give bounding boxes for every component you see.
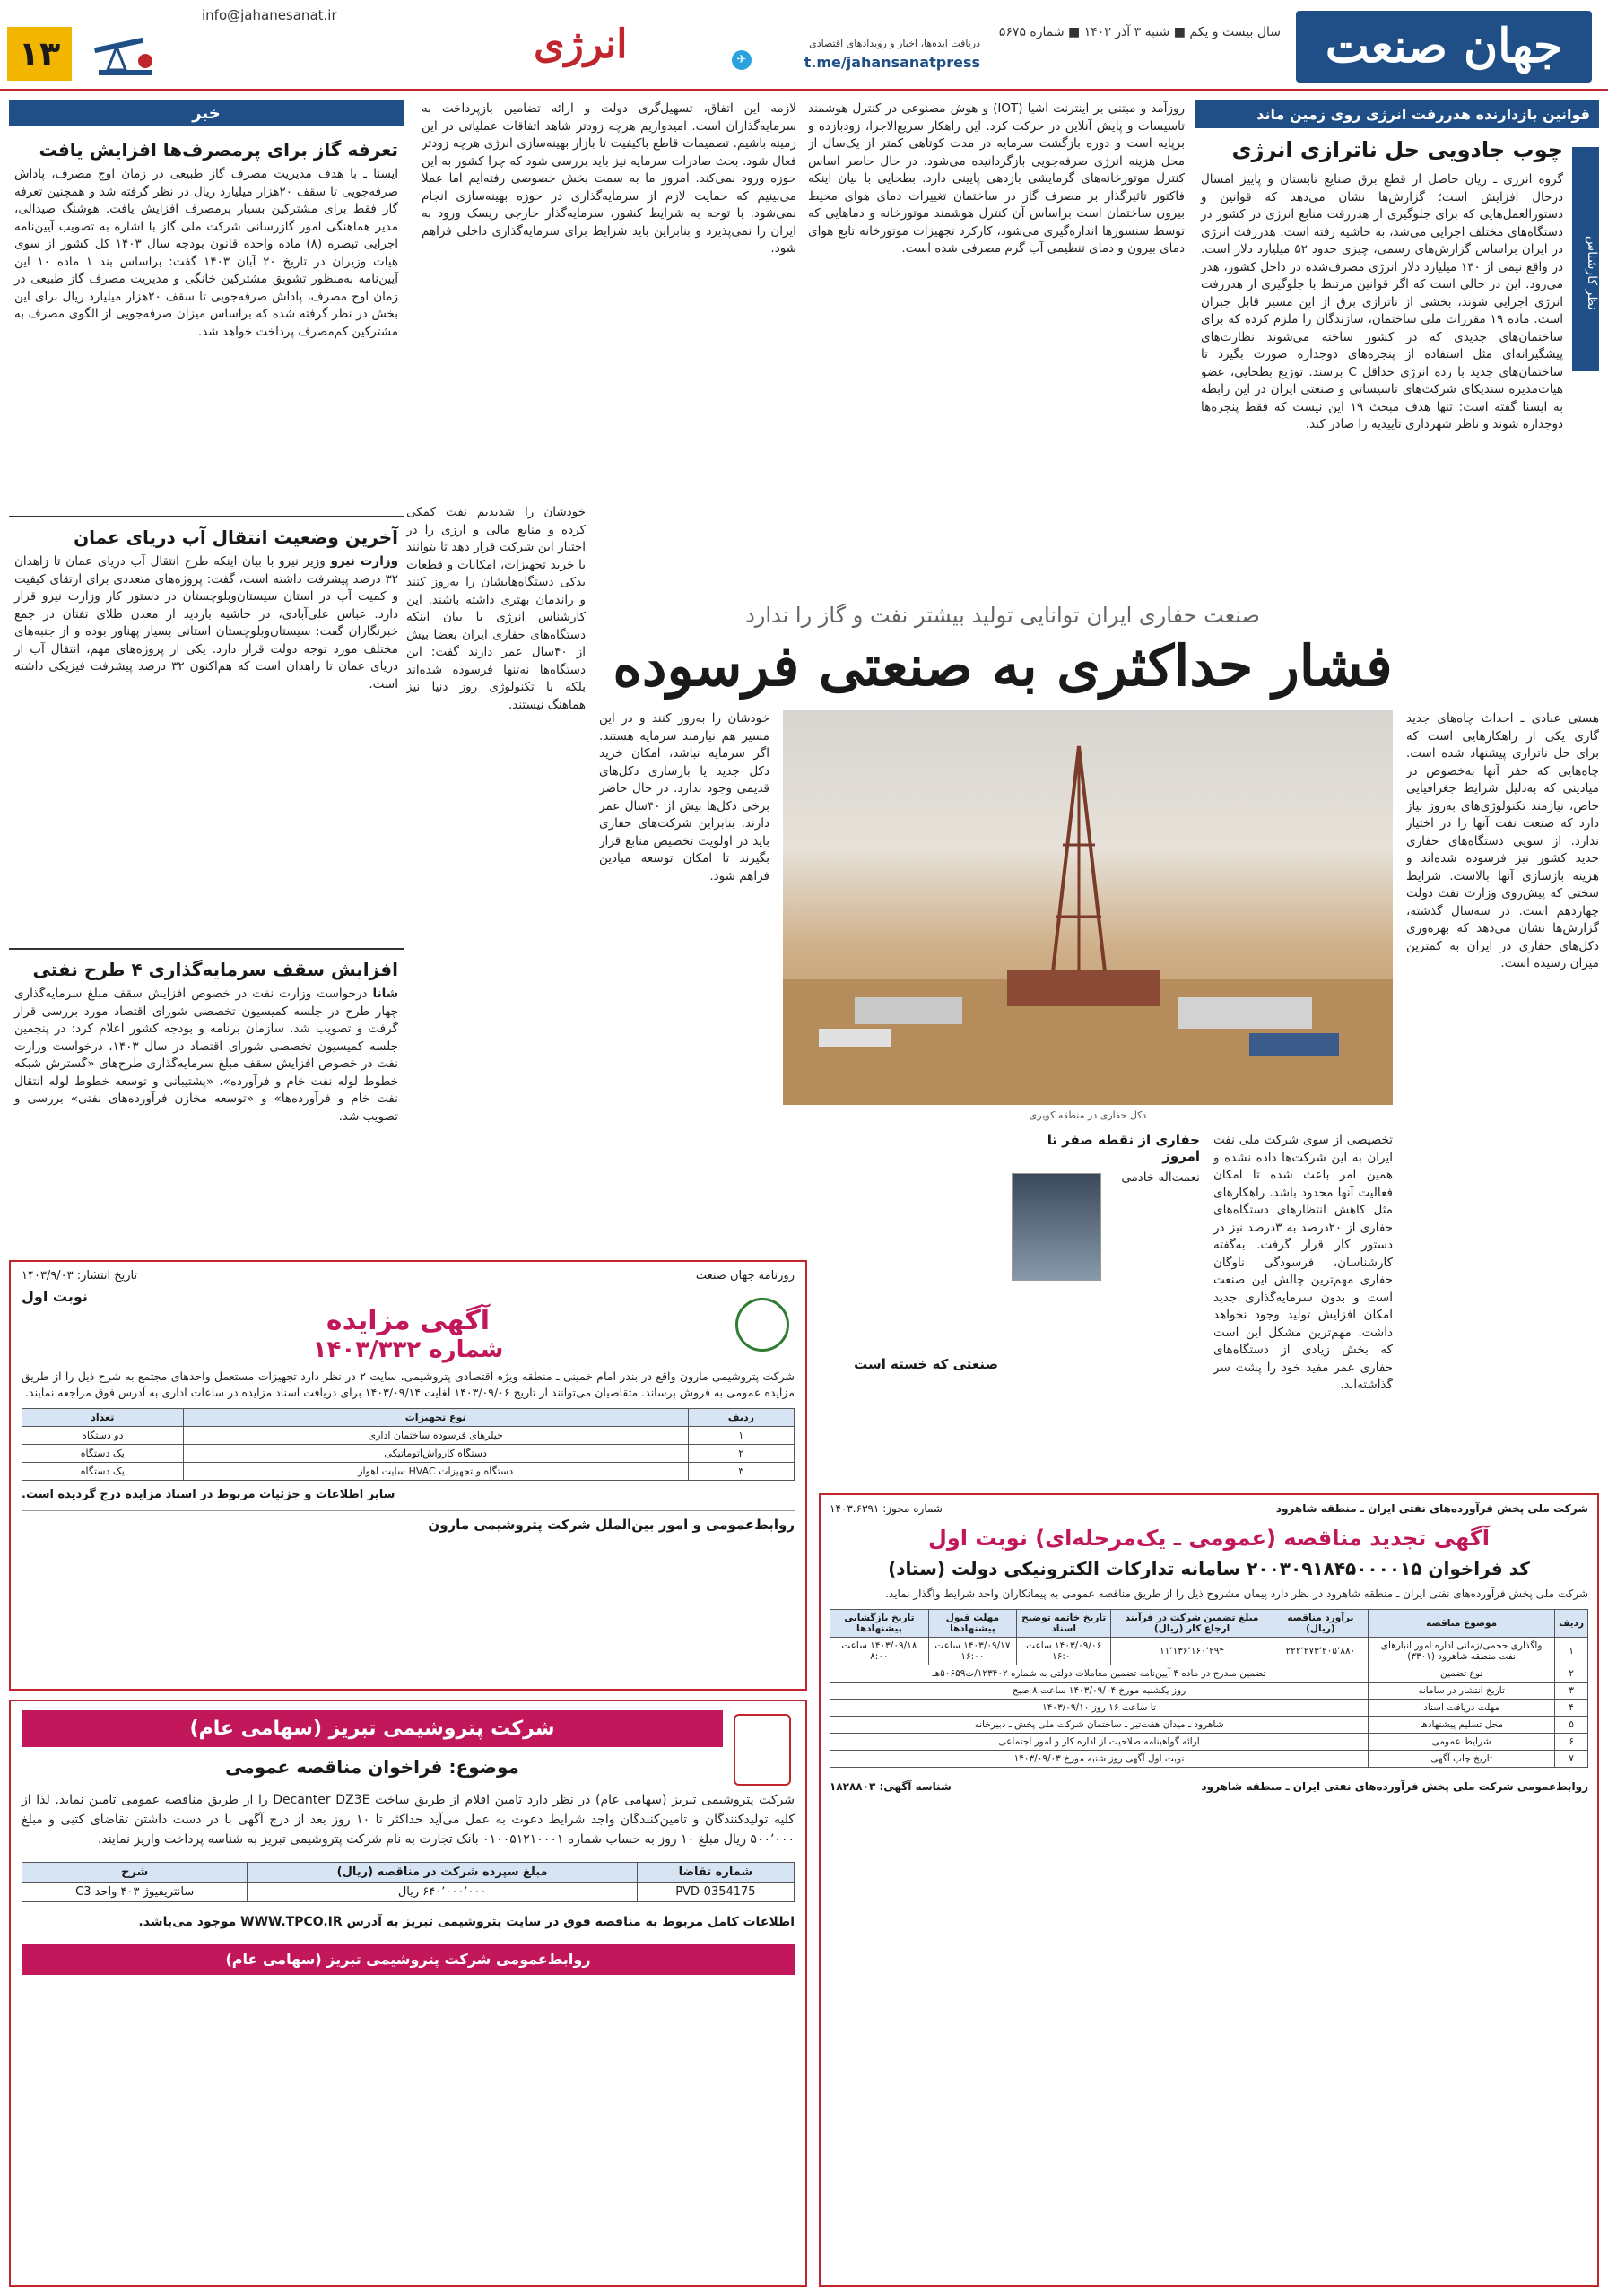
ad-auction (9, 1260, 807, 1691)
table-row (830, 1638, 1588, 1665)
tender-ad-number: شناسه آگهی: ۱۸۲۸۸۰۳ (830, 1780, 952, 1793)
cell: ۶ (1555, 1734, 1588, 1751)
cell: نوبت اول آگهی روز شنبه مورخ ۱۴۰۳/۰۹/۰۳ (830, 1751, 1369, 1768)
table-row (830, 1751, 1588, 1768)
maroun-logo (735, 1298, 789, 1352)
masthead (0, 0, 1608, 91)
tender-th-1: موضوع مناقصه (1369, 1610, 1555, 1638)
cell: ۱۴۰۳/۰۹/۱۷ ساعت ۱۶:۰۰ (928, 1638, 1016, 1665)
tabriz-th-1: مبلغ سپرده شرکت در مناقصه (ریال) (248, 1863, 637, 1883)
cell: PVD-0354175 (637, 1883, 794, 1902)
cell: ۷ (1555, 1751, 1588, 1768)
right-body: گروه انرژی ـ زیان حاصل از قطع برق صنایع تابستان و پاییز امسال درحال افزایش است؛ گزارش‌ها نشان می‌دهد که قوانین و دستورالعمل‌هایی که برای جلوگیری از هدررفت منابع انرژی در کشور در دستگاه‌های مختلف اجرایی می‌شد، به حاشیه رفته است. هدررفت انرژی در ایران براساس گزارش‌های رسمی، چیزی حدود ۵۲ میلیارد دلار است. در واقع نیمی از ۱۴۰ میلیارد دلار انرژی مصرف‌شده در داخل کشور، هدر می‌رود. این در حالی است که اگر قوانین مرتبط با جلوگیری از هدررفت انرژی اجرایی شوند، بخشی از ناترازی برق از این مسیر قابل جبران است. ماده ۱۹ مقررات ملی ساختمان، سازندگان را ملزم کرده که برای ساختمان‌های جدیدی که در کشور ساخته می‌شوند نظارت‌های پیشگیرانه‌ای مثل استفاده از پنجره‌های دوجداره صورت بگیرد تا ساختمان‌های جدید با رده انرژی حداقل C برسند. توزیع بطحایی، عضو هیات‌مدیره سندیکای شرکت‌های تاسیساتی و صنعتی ایران در این رابطه به ایسنا گفته است: تنها هدف مبحث ۱۹ این نیست که فقط پنجره‌ها دوجداره شوند و ناظر شهرداری تاییدیه را صادر کند. (1201, 172, 1564, 431)
cell: ۱۴۰۳/۰۹/۰۶ ساعت ۱۶:۰۰ (1017, 1638, 1111, 1665)
table-row (830, 1700, 1588, 1717)
cell: تاریخ انتشار در سامانه (1369, 1683, 1555, 1700)
cell: ۱ (688, 1427, 794, 1445)
cell: یک دستگاه (22, 1463, 184, 1481)
cell: ۴ (1555, 1700, 1588, 1717)
newspaper-logo: جهان صنعت (1296, 11, 1592, 83)
feature-photo (783, 710, 1393, 1105)
tender-org: شرکت ملی پخش فرآورده‌های نفتی ایران ـ منطقه شاهرود (1275, 1502, 1588, 1515)
cell: ارائه گواهینامه صلاحیت از اداره کار و امور اجتماعی (830, 1734, 1369, 1751)
tender-th-4: تاریخ خاتمه توضیح اسناد (1017, 1610, 1111, 1638)
news1-body: ایسنا ـ با هدف مدیریت مصرف گاز طبیعی در زمان اوج مصرف، پاداش صرفه‌جویی تا سقف ۲۰هزار میلیارد ریال در نظر گرفته شد و همچنین تعرفه گاز فقط برای مشترکین بسیار پرمصرف افزایش یافت. هوشنگ صیدالی، مدیر هماهنگی امور گازرسانی شرکت ملی گاز با اشاره به تصویب آیین‌نامه اجرایی تبصره (۸) ماده واحده قانون بودجه سال ۱۴۰۳ کل کشور از سوی هیات وزیران در تاریخ ۲۰ آبان ۱۴۰۳ گفت: براساس بند ۱ ماده ۱۰ این آیین‌نامه به‌منظور تشویق مشترکین خانگی و مدیریت مصرف گاز طبیعی در زمان اوج مصرف، پاداش صرفه‌جویی تا سقف ۲۰هزار میلیارد ریال برای این بخش در نظر گرفته شده که براساس میزان صرفه‌جویی از الگوی مصرف به مشترکین کم‌مصرف پرداخت خواهد شد. (14, 167, 399, 339)
right-column (1195, 100, 1599, 674)
cell: ۳ (688, 1463, 794, 1481)
auction-number: شماره ۱۴۰۳/۳۳۲ (312, 1336, 504, 1363)
tabriz-body: شرکت پتروشیمی تبریز (سهامی عام) در نظر دارد تامین اقلام از طریق ساخت Decanter DZ3E را از طریق مناقصه عمومی تامین نماید. لذا از کلیه تولیدکنندگان و تامین‌کنندگان واجد شرایط دعوت به عمل می‌آید حداکثر تا ۱۰ روز بعد از درج آگهی با در دست داشتن تقاضای کتبی و مبلغ ۵۰۰٬۰۰۰ ریال مبلغ ۱۰ روز به حساب شماره ۰۱۰۰۵۱۲۱۰۰۰۱ بانک تجارت به نام شرکت پتروشیمی تبریز به شناسه پرداخت واریز نمایند. (22, 1793, 795, 1847)
news2-text: وزیر نیرو با بیان اینکه طرح انتقال آب دریای عمان تا زاهدان ۳۲ درصد پیشرفت داشته است، گفت: پروژه‌های متعددی برای ارتقای کیفیت و کمیت آب در استان سیستان‌وبلوچستان در دستور کار وزارت نیرو قرار دارد. عباس علی‌آبادی، در حاشیه بازدید از معدن طلای تفتان در جمع خبرنگاران گفت: سیستان‌وبلوچستان استانی بسیار پهناور بوده و از جنبه‌های مختلف مورد توجه دولت قرار دارد. یکی از پروژه‌های مهم، انتقال آب از دریای عمان تا زاهدان است که هم‌اکنون ۳۲ درصد پیشرفت فیزیکی داشته است. (14, 554, 398, 691)
table-row (830, 1665, 1588, 1683)
tender-call: کد فراخوان ۲۰۰۳۰۹۱۸۴۵۰۰۰۰۱۵ سامانه تدارکات الکترونیکی دولت (ستاد) (888, 1558, 1530, 1579)
feature-title: فشار حداکثری به صنعتی فرسوده (613, 633, 1393, 699)
tender-th-0: ردیف (1555, 1610, 1588, 1638)
tabriz-th-0: شماره تقاضا (637, 1863, 794, 1883)
tabriz-website: اطلاعات کامل مربوط به مناقصه فوق در سایت پتروشیمی تبریز به آدرس WWW.TPCO.IR موجود می‌باشد. (138, 1915, 795, 1929)
cell: تاریخ چاپ آگهی (1369, 1751, 1555, 1768)
news3-title: افزایش سقف سرمایه‌گذاری ۴ طرح نفتی (32, 959, 398, 980)
table-row (830, 1734, 1588, 1751)
cell: ۵ (1555, 1717, 1588, 1734)
news-label: خبر (9, 100, 404, 126)
email[interactable]: info@jahanesanat.ir (202, 7, 337, 23)
interviewee-photo (1012, 1173, 1101, 1281)
cell: یک دستگاه (22, 1445, 184, 1463)
auction-title: آگهی مزایده (326, 1305, 491, 1336)
feature-article (406, 505, 1599, 1293)
tabriz-logo (734, 1714, 791, 1786)
auction-round: نوبت اول (22, 1288, 88, 1305)
table-row (830, 1683, 1588, 1700)
table-row (22, 1445, 795, 1463)
auction-date: تاریخ انتشار: ۱۴۰۳/۹/۰۳ (22, 1269, 138, 1283)
cell: سانتریفیوژ ۴۰۳ واحد C3 (22, 1883, 248, 1902)
tender-th-5: مهلت قبول پیشنهادها (928, 1610, 1016, 1638)
auction-th-1: نوع تجهیزات (183, 1409, 688, 1427)
tabriz-th-2: شرح (22, 1863, 248, 1883)
auction-th-0: ردیف (688, 1409, 794, 1427)
tabriz-subtitle: موضوع: فراخوان مناقصه عمومی (225, 1756, 519, 1778)
sub2-heading: صنعتی که خسته است (854, 1356, 998, 1372)
ad-tender (819, 1493, 1599, 2287)
cell: چیلرهای فرسوده ساختمان اداری (183, 1427, 688, 1445)
auction-body: شرکت پتروشیمی مارون واقع در بندر امام خمینی ـ منطقه ویژه اقتصادی پتروشیمی، سایت ۲ در نظر دارد تجهیزات مستعمل واحدهای مجتمع به شرح ذیل را از طریق مزایده عمومی به فروش برساند. متقاضیان می‌توانند از تاریخ ۱۴۰۳/۰۹/۰۶ لغایت ۱۴۰۳/۰۹/۱۴ برای دریافت اسناد مزایده در ساعات اداری به آدرس فوق مراجعه نمایند. (22, 1370, 795, 1399)
cell: ۱۴۰۳/۰۹/۱۸ ساعت ۸:۰۰ (830, 1638, 929, 1665)
news2-lead: وزارت نیرو (330, 554, 398, 569)
cell: تا ساعت ۱۶ روز ۱۴۰۳/۰۹/۱۰ (830, 1700, 1369, 1717)
tender-footer: روابط‌عمومی شرکت ملی پخش فرآورده‌های نفتی ایران ـ منطقه شاهرود (1201, 1780, 1588, 1793)
tender-th-6: تاریخ بازگشایی پیشنهادها (830, 1610, 929, 1638)
ad-tabriz (9, 1700, 807, 2287)
cell: واگذاری حجمی/زمانی اداره امور انبارهای نفت منطقه شاهرود (۳۳۰۱) (1369, 1638, 1555, 1665)
cell: ۱۱٬۱۳۶٬۱۶۰٬۲۹۴ (1111, 1638, 1273, 1665)
news3-body (9, 986, 404, 1126)
feature-col-a: هستی عبادی ـ احداث چاه‌های جدید گازی یکی از راهکارهایی است که برای حل ناترازی پیشنهاد شده است. چاه‌هایی که حفر آنها به‌خصوص در میادینی که به‌دلیل شرایط جغرافیایی خاص، نیازمند تکنولوژی‌های به‌روز نیاز دارد که صنعت نفت آنها را در اختیار ندارد. از سویی دستگاه‌های حفاری جدید کشور نیز فرسوده شده‌اند و هزینه بازسازی آنها بالاست. شرایط سختی که پیش‌روی وزارت نفت دولت چهاردهم است. در سه‌سال گذشته، گزارش‌ها نشان می‌دهد که بهره‌وری دکل‌های حفاری در ایران به کمترین میزان رسیده است. (1406, 711, 1599, 970)
sub2-box (810, 1132, 998, 1491)
cell: ۳ (1555, 1683, 1588, 1700)
tabriz-company: روابط‌عمومی شرکت پتروشیمی تبریز (سهامی عام) (22, 1944, 795, 1975)
interview-box (1012, 1132, 1200, 1491)
section-title: انرژی (534, 22, 628, 67)
news3-lead: شانا (372, 987, 398, 1001)
auction-th-2: تعداد (22, 1409, 184, 1427)
expert-tab: نظر کارشناس (1572, 147, 1599, 371)
cell: ۲۲۲٬۲۷۳٬۲۰۵٬۸۸۰ (1273, 1638, 1368, 1665)
cell: ۶۴۰٬۰۰۰٬۰۰۰ ریال (248, 1883, 637, 1902)
cell: تضمین مندرج در ماده ۴ آیین‌نامه تضمین معاملات دولتی به شماره ۱۲۳۴۰۲/ت۵۰۶۵۹هـ (830, 1665, 1369, 1683)
oil-pump-icon (90, 34, 161, 79)
auction-footer-note: سایر اطلاعات و جزئیات مربوط در اسناد مزایده درج گردیده است. (22, 1488, 395, 1501)
cell: دستگاه و تجهیزات HVAC سایت اهواز (183, 1463, 688, 1481)
right-kicker: قوانین بازدارنده هدررفت انرژی روی زمین ماند (1195, 100, 1599, 128)
auction-company: روابط‌عمومی و امور بین‌الملل شرکت پتروشیمی مارون (22, 1510, 795, 1533)
news1-title: تعرفه گاز برای پرمصرف‌ها افزایش یافت (39, 139, 398, 161)
issue-info: سال بیست و یکم ■ شنبه ۳ آذر ۱۴۰۳ ■ شماره ۵۶۷۵ (998, 25, 1281, 39)
news2-title: آخرین وضعیت انتقال آب دریای عمان (74, 526, 398, 548)
middle-col-1: روزآمد و مبتنی بر اینترنت اشیا (IOT) و هوش مصنوعی در کنترل هوشمند تاسیسات و پایش آنلاین در حرکت کرد. این راهکار سریع‌الاجرا، زودبازده و برپایه است و دوره بازگشت سرمایه در مدت کوتاهی کمتر از یک‌سال از محل هزینه انرژی صرفه‌جویی بازگردانیده می‌شود. در حال حاضر اساس کنترل موتورخانه‌های گرمایشی بازدهی پایینی دارد. بطحایی با بیان اینکه فاکتور تاثیرگذار بر مصرف گاز در ساختمان تغییرات دمای هوای محیط بیرون ساختمان است براساس آن کنترل هوشمند موتورخانه و دماهایی که توسط سنسورها اندازه‌گیری می‌شود، کارکرد تجهیزات موتورخانه تابع هوای دمای بیرون و دمای تنظیمی آب گرم مصرفی شده است. (808, 101, 1185, 256)
feature-photo-caption: دکل حفاری در منطقه کویری (1029, 1109, 1147, 1121)
left-column (9, 100, 404, 1257)
tender-table (830, 1609, 1588, 1768)
auction-header: روزنامه جهان صنعت (695, 1269, 795, 1283)
feature-kicker: صنعت حفاری ایران توانایی تولید بیشتر نفت و گاز را ندارد (745, 603, 1260, 628)
auction-table (22, 1408, 795, 1481)
feature-col-c: خودشان را به‌روز کنند و در این مسیر هم نیازمند سرمایه هستند. اگر سرمایه نباشد، امکان خرید دکل جدید یا بازسازی دکل‌های قدیمی وجود ندارد. در حال حاضر برخی دکل‌ها بیش از ۴۰سال عمر دارند. بنابراین شرکت‌های حفاری باید در اولویت تخصیص منابع قرار بگیرند تا امکان توسعه میادین فراهم شود. (599, 711, 769, 883)
telegram-caption: دریافت ایده‌ها، اخبار و رویدادهای اقتصادی (809, 38, 980, 49)
table-row (22, 1427, 795, 1445)
news2-body (9, 553, 404, 939)
tender-th-3: مبلغ تضمین شرکت در فرآیند ارجاع کار (ریال) (1111, 1610, 1273, 1638)
tender-intro: شرکت ملی پخش فرآورده‌های نفتی ایران ـ منطقه شاهرود در نظر دارد پیمان مشروح ذیل را از طریق مناقصه عمومی به پیمانکاران واجد شرایط واگذار نماید. (885, 1587, 1588, 1600)
cell: ۱ (1555, 1638, 1588, 1665)
cell: روز یکشنبه مورخ ۱۴۰۳/۰۹/۰۴ ساعت ۸ صبح (830, 1683, 1369, 1700)
cell: نوع تضمین (1369, 1665, 1555, 1683)
table-row (830, 1717, 1588, 1734)
cell: شرایط عمومی (1369, 1734, 1555, 1751)
telegram-link[interactable]: t.me/jahansanatpress (804, 54, 980, 71)
cell: شاهرود ـ میدان هفت‌تیر ـ ساختمان شرکت ملی پخش ـ دبیرخانه (830, 1717, 1369, 1734)
tender-title: آگهی تجدید مناقصه (عمومی ـ یک‌مرحله‌ای) نوبت اول (928, 1526, 1490, 1551)
page-number: ۱۳ (7, 27, 72, 81)
middle-col-2: لازمه این اتفاق، تسهیل‌گری دولت و ارائه تضامین بازپرداخت به سرمایه‌گذاران است. امیدواریم هرچه زودتر شاهد اتفاقات عملیاتی در این زمینه باشیم. تصمیمات قاطع باکیفیت تا بازار بهینه‌سازی انرژی هرچه زودتر فعال شود. بحث صادرات سرمایه نیز باید بررسی شود که چرا کشور به این حوزه ورود نمی‌کند. امروز ما به سمت بخش خصوصی رفته‌ایم اما عملا می‌بینیم که حمایت لازم از سرمایه‌گذاری در حوزه بهینه‌سازی انجام نمی‌شود. با توجه به شرایط کشور، سرمایه‌گذار خارجی ریسک ورود به ایران را نمی‌پذیرد و بنابراین باید شرایط برای سرمایه‌گذاری داخلی فراهم شود. (422, 101, 796, 256)
cell: دستگاه کارواش‌اتوماتیکی (183, 1445, 688, 1463)
cell: دو دستگاه (22, 1427, 184, 1445)
cell: ۲ (688, 1445, 794, 1463)
sub1-heading: حفاری از نقطه صفر تا امروز (1047, 1132, 1200, 1164)
telegram-icon: ✈ (732, 50, 752, 70)
tender-permit: شماره مجوز: ۱۴۰۳.۶۳۹۱ (830, 1502, 943, 1515)
news3-text: درخواست وزارت نفت در خصوص افزایش سقف مبلغ سرمایه‌گذاری چهار طرح در جلسه کمیسیون تخصصی شورای اقتصاد مورد بررسی قرار گرفت و تصویب شد. سازمان برنامه و بودجه کشور اعلام کرد: در پنجمین جلسه کمیسیون تخصصی شورای اقتصاد در سال ۱۴۰۳، درخواست وزارت نفت در خصوص افزایش سقف مبلغ سرمایه‌گذاری طرح‌های «گسترش شبکه خطوط لوله نفت خام و فرآورده»، «پشتیبانی و توسعه خطوط لوله انتقال نفت خام و فرآورده‌ها» و «توسعه مخازن فرآورده‌های نفتی» بررسی و تصویب شد. (14, 987, 398, 1124)
right-title: چوب جادویی حل ناترازی انرژی (1231, 137, 1563, 162)
feature-col-d: خودشان را شدیدیم نفت کمکی کرده و منابع مالی و ارزی را در اختیار این شرکت قرار دهد تا بتوانند با خرید تجهیزات، امکانات و قطعات یدکی دستگاه‌هایشان را به‌روز کنند و راندمان بهتری داشته باشند. این کارشناس انرژی با بیان اینکه دستگاه‌های حفاری ایران بعضا بیش از ۴۰سال عمر دارند گفت: این دستگاه‌ها نه‌تنها فرسوده شده‌اند بلکه با تکنولوژی روز دنیا نیز هماهنگ نیستند. (406, 495, 586, 1284)
tabriz-table (22, 1862, 795, 1902)
interviewee-name: نعمت‌اله خادمی (1121, 1170, 1200, 1185)
tender-th-2: برآورد مناقصه (ریال) (1273, 1610, 1368, 1638)
cell: مهلت دریافت اسناد (1369, 1700, 1555, 1717)
cell: محل تسلیم پیشنهادها (1369, 1717, 1555, 1734)
table-row (22, 1463, 795, 1481)
tabriz-title: شرکت پتروشیمی تبریز (سهامی عام) (22, 1710, 723, 1747)
table-row (22, 1883, 795, 1902)
feature-col-b: تخصیصی از سوی شرکت ملی نفت ایران به این شرکت‌ها داده نشده و همین امر باعث شده تا امکان فعالیت آنها محدود باشد. راهکارهای مثل کاهش انتظارهای دستگاه‌های حفاری از ۲۰درصد به ۳درصد نیز در دستور کار قرار گرفت. به‌گفته کارشناسان، فرسودگی ناوگان حفاری مهم‌ترین چالش این صنعت است و بدون سرمایه‌گذاری جدید امکان افزایش تولید وجود نخواهد داشت. مهم‌ترین مشکل این است که بخش زیادی از دستگاه‌های حفاری عمر مفید خود را پشت سر گذاشته‌اند. (1213, 1133, 1393, 1392)
cell: ۲ (1555, 1665, 1588, 1683)
